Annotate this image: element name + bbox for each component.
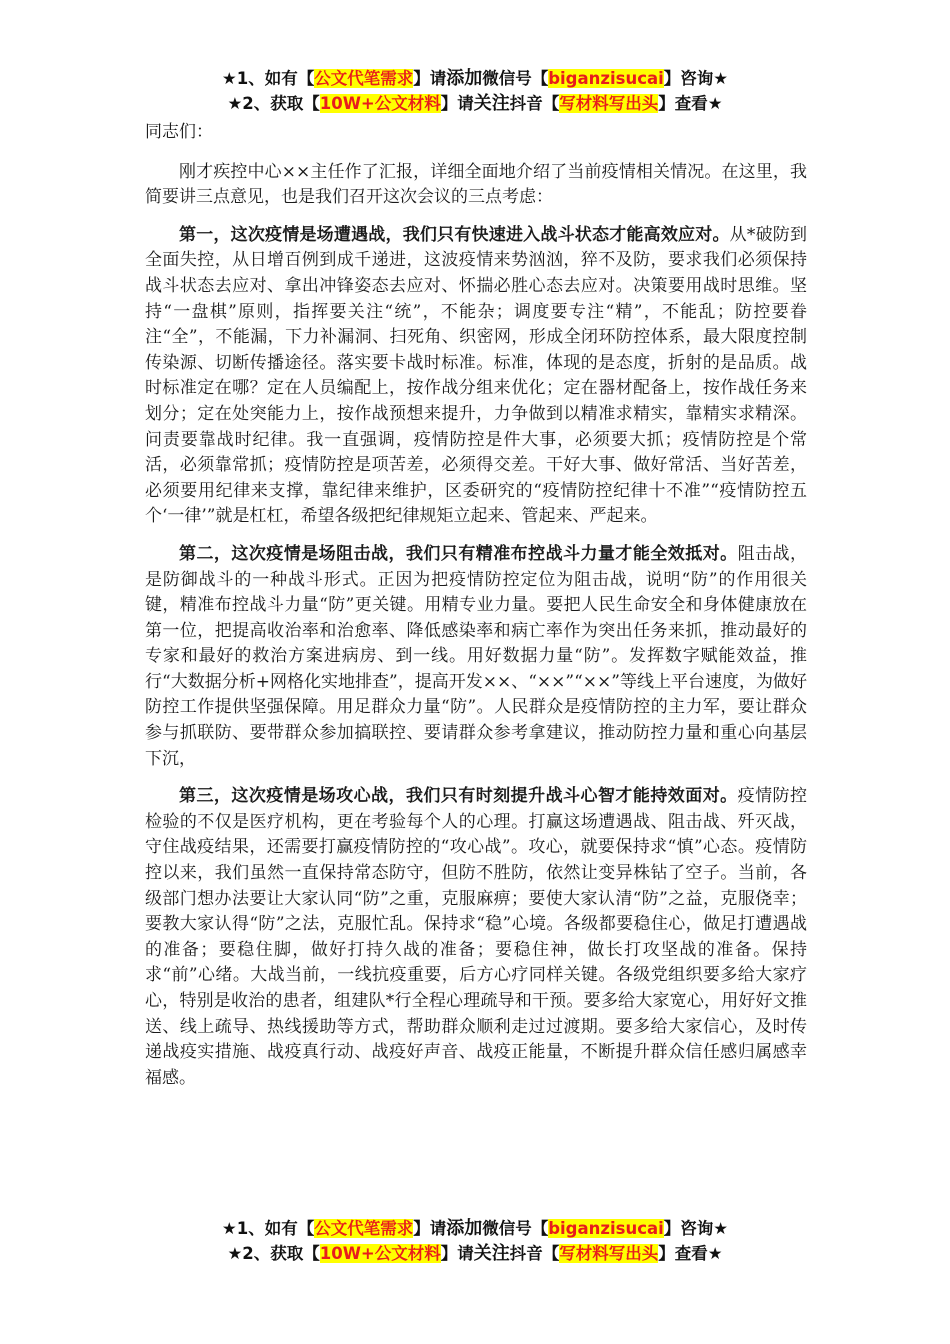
highlight-service: 公文代笔需求 xyxy=(314,69,414,88)
highlight-materials: 10W+公文材料 xyxy=(319,94,441,113)
section-1-lead: 第一，这次疫情是场遭遇战，我们只有快速进入战斗状态才能高效应对。 xyxy=(179,224,730,245)
section-2-lead: 第二，这次疫情是场阻击战，我们只有精准布控战斗力量才能全效抵对。 xyxy=(179,543,738,564)
banner-text: ★2、获取【 xyxy=(227,1244,320,1263)
highlight-douyin-account: 写材料写出头 xyxy=(559,1244,659,1263)
banner-text: 】请 xyxy=(413,69,447,88)
banner-line-2 xyxy=(0,1241,950,1266)
intro-paragraph: 刚才疾控中心××主任作了汇报，详细全面地介绍了当前疫情相关情况。在这里，我简要讲三点意见，也是我们召开这次会议的三点考虑： xyxy=(145,161,807,208)
salutation: 同志们： xyxy=(145,122,213,142)
banner-line-1 xyxy=(0,66,950,91)
top-banner xyxy=(0,66,950,116)
banner-line-1 xyxy=(0,1216,950,1241)
banner-text: 】请 xyxy=(440,1244,474,1263)
section-3-body: 疫情防控检验的不仅是医疗机构，更在考验每个人的心理。打赢这场遭遇战、阻击战、歼灭战，守住战疫结果，还需要打赢疫情防控的“攻心战”。攻心，就要保持求“慎”心态。疫情防控以来，我们虽然一直保持常态防守，但防不胜防，依然让变异株钻了空子。当前，各级部门想办法要让大家认同“防”之重，克服麻痹；要使大家认清“防”之益，克服侥幸；要教大家认得“防”之法，克服忙乱。保持求“稳”心境。各级都要稳住心，做足打遭遇战的准备；要稳住脚，做好打持久战的准备；要稳住神，做长打攻坚战的准备。保持求“前”心绪。大战当前，一线抗疫重要，后方心疗同样关键。各级党组织要多给大家疗心，特别是收治的患者，组建队*行全程心理疏导和干预。要多给大家宽心，用好好文推送、线上疏导、热线援助等方式，帮助群众顺利走过过渡期。要多给大家信心，及时传递战疫实措施、战疫真行动、战疫好声音、战疫正能量，不断提升群众信任感归属感幸福感。 xyxy=(145,786,808,1088)
section-3-lead: 第三，这次疫情是场攻心战，我们只有时刻提升战斗心智才能持效面对。 xyxy=(179,786,738,807)
highlight-wechat-id: biganzisucai xyxy=(548,69,664,88)
banner-text: 】查看★ xyxy=(658,94,723,113)
banner-text: 】请 xyxy=(440,94,474,113)
section-3-paragraph xyxy=(145,784,807,1091)
banner-text: 】查看★ xyxy=(658,1244,723,1263)
banner-text: 抖音【 xyxy=(509,94,560,113)
section-1-body: 从*破防到全面失控，从日增百例到成千递进，这波疫情来势汹汹，猝不及防，要求我们必须保持战斗状态去应对、拿出冲锋姿态去应对、怀揣必胜心态去应对。决策要用战时思维。坚持“一盘棋”原则，指挥要关注“统”，不能杂；调度要专注“精”，不能乱；防控要眷注“全”，不能漏，下力补漏洞、扫死角、织密网，形成全闭环防控体系，最大限度控制传染源、切断传播途径。落实要卡战时标准。标准，体现的是态度，折射的是品质。战时标准定在哪？定在人员编配上，按作战分组来优化；定在器材配备上，按作战任务来划分；定在处突能力上，按作战预想来提升，力争做到以精准求精实，靠精实求精深。问责要靠战时纪律。我一直强调，疫情防控是件大事，必须要大抓；疫情防控是个常活，必须靠常抓；疫情防控是项苦差，必须得交差。干好大事、做好常活、当好苦差，必须要用纪律来支撑，靠纪律来维护，区委研究的“疫情防控纪律十不准”“疫情防控五个‘一律’”就是杠杠，希望各级把纪律规矩立起来、管起来、严起来。 xyxy=(145,224,808,527)
banner-text: ★2、获取【 xyxy=(227,94,320,113)
document-body xyxy=(145,120,807,1103)
banner-text: 】咨询★ xyxy=(663,1219,729,1238)
section-2-paragraph xyxy=(145,542,807,772)
banner-text: 微信号【 xyxy=(482,69,549,88)
banner-emphasis: 关注 xyxy=(473,93,510,114)
banner-emphasis: 添加 xyxy=(446,68,483,89)
banner-line-2 xyxy=(0,91,950,116)
highlight-service: 公文代笔需求 xyxy=(314,1219,414,1238)
banner-emphasis: 关注 xyxy=(473,1243,510,1264)
banner-text: 】请 xyxy=(413,1219,447,1238)
banner-text: ★1、如有【 xyxy=(221,69,315,88)
banner-text: 抖音【 xyxy=(509,1244,560,1263)
highlight-materials: 10W+公文材料 xyxy=(319,1244,441,1263)
highlight-douyin-account: 写材料写出头 xyxy=(559,94,659,113)
section-1-paragraph xyxy=(145,223,807,530)
highlight-wechat-id: biganzisucai xyxy=(548,1219,664,1238)
banner-text: 】咨询★ xyxy=(663,69,729,88)
section-2-body: 阻击战，是防御战斗的一种战斗形式。正因为把疫情防控定位为阻击战，说明“防”的作用很关键，精准布控战斗力量“防”更关键。用精专业力量。要把人民生命安全和身体健康放在第一位，把提高收治率和治愈率、降低感染率和病亡率作为突出任务来抓，推动最好的专家和最好的救治方案进病房、到一线。用好数据力量“防”。发挥数字赋能效益，推行“大数据分析+网格化实地排查”，提高开发××、“××”“××”等线上平台速度，为做好防控工作提供坚强保障。用足群众力量“防”。人民群众是疫情防控的主力军，要让群众参与抓联防、要带群众参加搞联控、要请群众参考拿建议，推动防控力量和重心向基层下沉， xyxy=(145,543,808,769)
banner-emphasis: 添加 xyxy=(446,1218,483,1239)
banner-text: ★1、如有【 xyxy=(221,1219,315,1238)
bottom-banner xyxy=(0,1216,950,1266)
banner-text: 微信号【 xyxy=(482,1219,549,1238)
